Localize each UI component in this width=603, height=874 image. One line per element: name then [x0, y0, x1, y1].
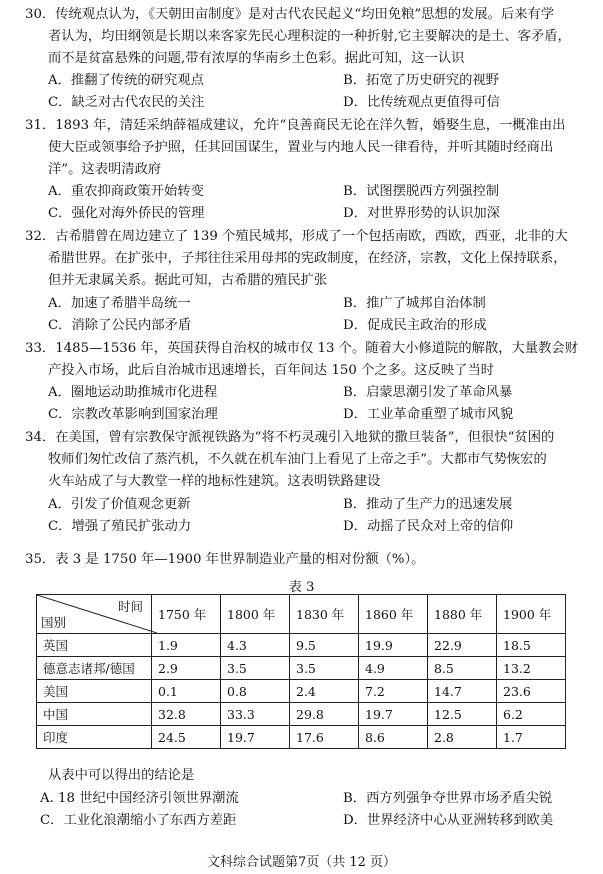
value-cell: 7.2 [359, 680, 428, 703]
table-title: 表 3 [288, 580, 315, 595]
q30-option-a: A．推翻了传统的研究观点 [48, 73, 204, 88]
q33-option-b: B．启蒙思潮引发了革命风暴 [343, 385, 513, 400]
q35-question: 从表中可以得出的结论是 [48, 768, 195, 783]
q31-stem-line-3: 洋”。这表明清政府 [48, 162, 162, 177]
q33-stem-line-1: 33．1485—1536 年，英国获得自治权的城市仅 13 个。随着大小修道院的解散，大量教会财 [25, 341, 578, 356]
value-cell: 0.8 [221, 680, 290, 703]
value-cell: 14.7 [428, 680, 497, 703]
year-header: 1800 年 [221, 595, 290, 634]
q30-stem-line-2: 者认为，均田纲领是长期以来客家先民心理积淀的一种折射,它主要解决的是土、客矛盾， [48, 29, 571, 44]
value-cell: 8.5 [428, 657, 497, 680]
q31-option-d: D．对世界形势的认识加深 [343, 206, 500, 221]
q35-option-d: D．世界经济中心从亚洲转移到欧美 [343, 813, 554, 828]
page-footer: 文科综合试题第7页（共 12 页） [206, 855, 397, 870]
value-cell: 12.5 [428, 703, 497, 726]
q35-option-c: C．工业化浪潮缩小了东西方差距 [40, 813, 237, 828]
q33-stem-line-2: 产投入市场，此后自治城市迅速增长，百年间达 150 个之多。这反映了当时 [48, 363, 495, 378]
q30-option-d: D．比传统观点更值得可信 [343, 95, 500, 110]
value-cell: 32.8 [152, 703, 221, 726]
table-row [37, 680, 566, 703]
q30-stem-line-3: 而不是贫富悬殊的问题,带有浓厚的华南乡土色彩。据此可知，这一认识 [48, 51, 465, 66]
q31-option-c: C．强化对海外侨民的管理 [48, 206, 205, 221]
country-cell: 中国 [37, 703, 152, 726]
value-cell: 0.1 [152, 680, 221, 703]
q35-option-a: A. 18 世纪中国经济引领世界潮流 [40, 791, 239, 806]
year-header: 1750 年 [152, 595, 221, 634]
q34-stem-line-2: 牧师们匆忙改信了蒸汽机，不久就在机车油门上看见了上帝之手”。大都市气势恢宏的 [48, 452, 547, 467]
corner-label-country: 国别 [41, 615, 67, 630]
q34-stem-line-1: 34．在美国，曾有宗教保守派视铁路为“将不朽灵魂引入地狱的撒旦装备”，但很快“贫困的 [25, 430, 555, 445]
year-header: 1830 年 [290, 595, 359, 634]
value-cell: 1.9 [152, 634, 221, 657]
q30-stem-line-1: 30．传统观点认为，《天朝田亩制度》是对古代农民起义“均田免粮”思想的发展。后来有学 [25, 7, 555, 22]
q31-option-b: B．试图摆脱西方列强控制 [343, 184, 500, 199]
value-cell: 9.5 [290, 634, 359, 657]
q32-option-b: B．推广了城邦自治体制 [343, 296, 486, 311]
q32-stem-line-2: 希腊世界。在扩张中，子邦往往采用母邦的宪政制度，在经济，宗教，文化上保持联系， [48, 251, 567, 266]
q34-stem-line-3: 火车站成了与大教堂一样的地标性建筑。这表明铁路建设 [48, 474, 381, 489]
q32-stem-line-3: 但并无隶属关系。据此可知，古希腊的殖民扩张 [48, 273, 328, 288]
value-cell: 3.5 [221, 657, 290, 680]
table-corner-cell [37, 595, 152, 634]
table-row [37, 657, 566, 680]
value-cell: 29.8 [290, 703, 359, 726]
corner-label-time: 时间 [117, 599, 143, 614]
q30-option-b: B．拓宽了历史研究的视野 [343, 73, 500, 88]
q34-option-a: A．引发了价值观念更新 [48, 497, 191, 512]
q32-option-a: A．加速了希腊半岛统一 [48, 296, 191, 311]
value-cell: 4.9 [359, 657, 428, 680]
table-row [37, 726, 566, 749]
q34-option-b: B．推动了生产力的迅速发展 [343, 497, 513, 512]
q31-option-a: A．重农抑商政策开始转变 [48, 184, 204, 199]
q35-option-b: B．西方列强争夺世界市场矛盾尖锐 [343, 791, 553, 806]
year-header: 1900 年 [497, 595, 566, 634]
country-cell: 德意志诸邦/德国 [37, 657, 152, 680]
q31-stem-line-1: 31．1893 年，清廷采纳薛福成建议，允许“良善商民无论在洋久暂，婚娶生息，一概准由出 [25, 118, 566, 133]
q33-option-d: D．工业革命重塑了城市风貌 [343, 407, 514, 422]
table-row [37, 634, 566, 657]
value-cell: 22.9 [428, 634, 497, 657]
country-cell: 印度 [37, 726, 152, 749]
value-cell: 2.9 [152, 657, 221, 680]
q32-option-d: D．促成民主政治的形成 [343, 318, 487, 333]
q35-stem: 35．表 3 是 1750 年—1900 年世界制造业产量的相对份额（%）。 [25, 552, 425, 567]
value-cell: 13.2 [497, 657, 566, 680]
country-cell: 美国 [37, 680, 152, 703]
value-cell: 1.7 [497, 726, 566, 749]
value-cell: 4.3 [221, 634, 290, 657]
value-cell: 19.9 [359, 634, 428, 657]
value-cell: 18.5 [497, 634, 566, 657]
value-cell: 23.6 [497, 680, 566, 703]
value-cell: 8.6 [359, 726, 428, 749]
q32-stem-line-1: 32．古希腊曾在周边建立了 139 个殖民城邦，形成了一个包括南欧，西欧，西亚，北非的大 [25, 229, 568, 244]
q34-option-d: D．动摇了民众对上帝的信仰 [343, 519, 514, 534]
value-cell: 19.7 [221, 726, 290, 749]
manufacturing-share-table [36, 594, 566, 749]
value-cell: 6.2 [497, 703, 566, 726]
q30-option-c: C．缺乏对古代农民的关注 [48, 95, 205, 110]
value-cell: 2.8 [428, 726, 497, 749]
year-header: 1880 年 [428, 595, 497, 634]
value-cell: 33.3 [221, 703, 290, 726]
q34-option-c: C．增强了殖民扩张动力 [48, 519, 192, 534]
table-row [37, 703, 566, 726]
q31-stem-line-2: 使大臣或领事给予护照，任其回国谋生，置业与内地人民一律看待，并听其随时经商出 [48, 140, 554, 155]
value-cell: 3.5 [290, 657, 359, 680]
value-cell: 17.6 [290, 726, 359, 749]
country-cell: 英国 [37, 634, 152, 657]
value-cell: 24.5 [152, 726, 221, 749]
q32-option-c: C．消除了公民内部矛盾 [48, 318, 192, 333]
q33-option-c: C．宗教改革影响到国家治理 [48, 407, 218, 422]
value-cell: 19.7 [359, 703, 428, 726]
value-cell: 2.4 [290, 680, 359, 703]
year-header: 1860 年 [359, 595, 428, 634]
q33-option-a: A．圈地运动助推城市化进程 [48, 385, 218, 400]
table-header-row [37, 595, 566, 634]
